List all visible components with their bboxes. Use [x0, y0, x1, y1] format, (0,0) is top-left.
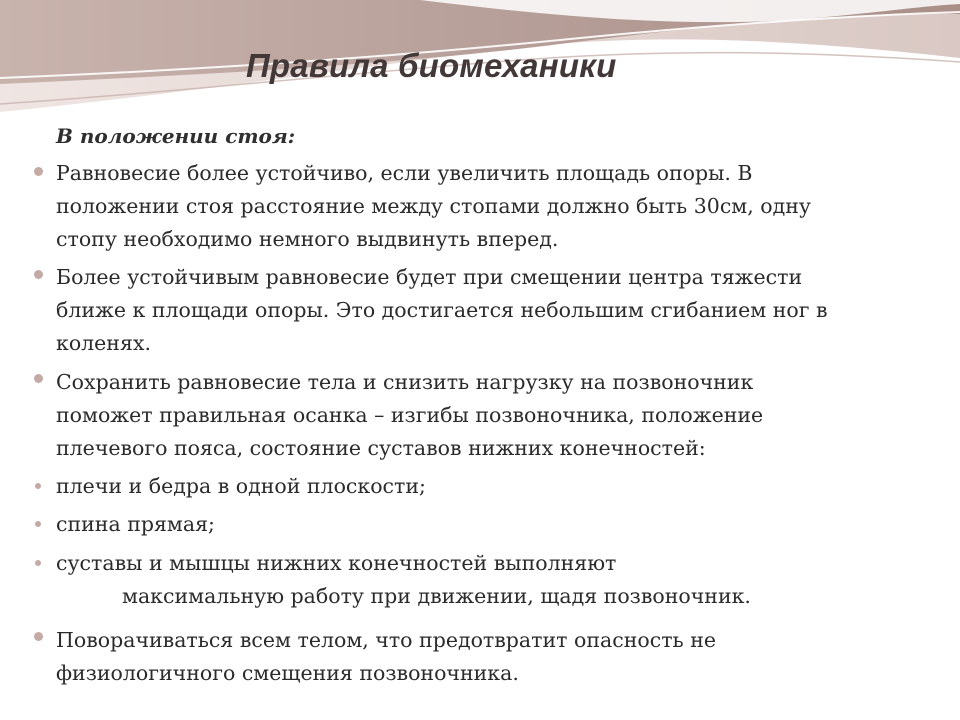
list-item-line: физиологичного смещения позвоночника.	[56, 661, 519, 685]
list-item-line: ближе к площади опоры. Это достигается небольшим сгибанием ног в	[56, 298, 828, 322]
list-item-line: положении стоя расстояние между стопами должно быть 30см, одну	[56, 194, 811, 218]
list-item	[56, 508, 215, 541]
list-item	[56, 157, 811, 256]
subheading: В положении стоя:	[56, 124, 296, 148]
list-item-line: максимальную работу при движении, щадя позвоночник.	[122, 584, 751, 608]
list-item	[56, 470, 426, 503]
list-item-line: стопу необходимо немного выдвинуть вперед.	[56, 227, 559, 251]
list-item-line: суставы и мышцы нижних конечностей выполняют	[56, 551, 617, 575]
list-item-line: коленях.	[56, 331, 151, 355]
list-item-line: Более устойчивым равновесие будет при смещении центра тяжести	[56, 265, 803, 289]
list-item-line: плечи и бедра в одной плоскости;	[56, 474, 426, 498]
list-item-line: Равновесие более устойчиво, если увеличить площадь опоры. В	[56, 161, 753, 185]
bullet-icon	[34, 632, 43, 641]
list-item	[56, 624, 716, 690]
list-item-line: Сохранить равновесие тела и снизить нагрузку на позвоночник	[56, 370, 754, 394]
list-item-line: Поворачиваться всем телом, что предотвратит опасность не	[56, 628, 717, 652]
list-item	[56, 366, 763, 465]
list-item	[56, 547, 751, 613]
list-item-line: плечевого пояса, состояние суставов нижних конечностей:	[56, 436, 706, 460]
sub-bullet-icon	[35, 521, 41, 527]
bullet-icon	[34, 374, 43, 383]
list-item	[56, 261, 828, 360]
bullet-icon	[34, 167, 43, 176]
slide-title: Правила биомеханики	[246, 47, 617, 84]
list-item-line: спина прямая;	[56, 512, 215, 536]
sub-bullet-icon	[35, 560, 41, 566]
sub-bullet-icon	[35, 483, 41, 489]
list-item-line: поможет правильная осанка – изгибы позвоночника, положение	[56, 403, 764, 427]
bullet-icon	[34, 270, 43, 279]
